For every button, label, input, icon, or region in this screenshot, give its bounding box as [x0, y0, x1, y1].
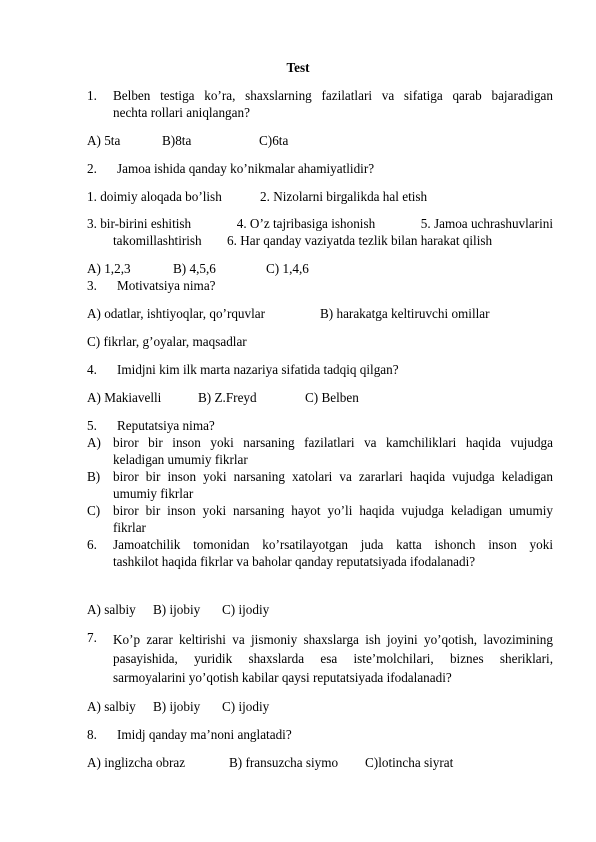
question-number: 6. [87, 537, 97, 552]
answer-option-b: B) harakatga keltiruvchi omillar [320, 306, 490, 321]
answer-option-c: C)lotincha siyrat [365, 755, 454, 770]
question-2 [87, 161, 553, 178]
question-number: 4. [87, 362, 97, 377]
question-number: 2. [87, 161, 97, 176]
answer-options-3 [87, 306, 553, 323]
question-2-items [87, 216, 553, 249]
answer-option-b: B) ijobiy [153, 699, 201, 714]
option-text-line: biror bir inson yoki narsaning fazilatlari va kamchiliklari haqida vujudga [113, 435, 553, 450]
list-item: 5. Jamoa uchrashuvlarini [420, 216, 553, 231]
answer-option-a: A) salbiy [87, 699, 136, 714]
answer-option-b: B) Z.Freyd [198, 390, 257, 405]
answer-option-b [87, 469, 553, 502]
question-text: Motivatsiya nima? [117, 278, 216, 293]
list-item: takomillashtirish [113, 232, 202, 248]
option-text-line: biror bir inson yoki narsaning hayot yo’li haqida vujudga keladigan umumiy [113, 503, 553, 518]
list-item: 3. bir-birini eshitish [87, 216, 192, 231]
question-text-line: nechta rollari aniqlangan? [113, 104, 250, 120]
option-label: C) [87, 503, 101, 518]
answer-options-2 [87, 261, 553, 278]
answer-option-b: B)8ta [162, 133, 192, 148]
answer-option-a: A) inglizcha obraz [87, 755, 186, 770]
question-text-line: Ko’p zarar keltirishi va jismoniy shaxslarga ish joyini yo’qotish, lavozimining [113, 632, 553, 647]
question-2-items [87, 189, 553, 206]
answer-option-a: A) Makiavelli [87, 390, 162, 405]
question-number: 1. [87, 88, 97, 103]
answer-option-c: C)6ta [259, 133, 289, 148]
question-text-line: tashkilot haqida fikrlar va baholar qanday reputatsiyada ifodalanadi? [113, 553, 476, 569]
answer-option-a: A) odatlar, ishtiyoqlar, qo’rquvlar [87, 306, 266, 321]
question-7 [87, 630, 553, 687]
answer-option-b: B) 4,5,6 [173, 261, 216, 276]
question-1 [87, 88, 553, 121]
question-text-line: Jamoatchilik tomonidan ko’rsatilayotgan juda katta ishonch inson yoki [113, 537, 553, 552]
question-text: Imidj qanday ma’noni anglatadi? [117, 727, 292, 742]
list-item: 4. O’z tajribasiga ishonish [236, 216, 376, 231]
answer-options-6 [87, 602, 553, 619]
page-title: Test [286, 60, 310, 75]
question-number: 8. [87, 727, 97, 742]
option-label: B) [87, 469, 101, 484]
question-number: 3. [87, 278, 97, 293]
answer-option-a: A) 1,2,3 [87, 261, 131, 276]
answer-options-3-continued [87, 334, 553, 351]
question-text-line: sarmoyalarini yo’qotish kabilar qaysi reputatsiyada ifodalanadi? [113, 670, 452, 685]
list-item: 6. Har qanday vaziyatda tezlik bilan harakat qilish [227, 232, 493, 248]
question-number: 7. [87, 630, 97, 645]
answer-options-4 [87, 390, 553, 407]
answer-options-1 [87, 133, 553, 150]
answer-option-a: A) salbiy [87, 602, 136, 617]
answer-option-a [87, 435, 553, 468]
question-text: Reputatsiya nima? [117, 418, 215, 433]
answer-option-c: C) ijodiy [222, 602, 270, 617]
question-text-line: Belben testiga ko’ra, shaxslarning fazilatlari va sifatiga qarab bajaradigan [113, 88, 553, 103]
question-text: Jamoa ishida qanday ko’nikmalar ahamiyatlidir? [117, 161, 375, 176]
answer-option-b: B) fransuzcha siymo [229, 755, 339, 770]
option-text-line: umumiy fikrlar [113, 485, 194, 501]
answer-option-c: C) 1,4,6 [266, 261, 309, 276]
answer-option-c: C) Belben [305, 390, 359, 405]
answer-option-b: B) ijobiy [153, 602, 201, 617]
list-item: 2. Nizolarni birgalikda hal etish [260, 189, 428, 204]
question-6 [87, 537, 553, 570]
question-text-line: pasayishida, yuridik shaxslarda esa iste’molchilari, biznes sheriklari, [113, 651, 553, 666]
option-label: A) [87, 435, 101, 450]
answer-option-c: C) fikrlar, g’oyalar, maqsadlar [87, 334, 247, 349]
answer-options-7 [87, 699, 553, 716]
option-text-line: fikrlar [113, 519, 146, 535]
option-text-line: biror bir inson yoki narsaning xatolari va zararlari haqida vujudga keladigan [113, 469, 553, 484]
question-5 [87, 418, 553, 435]
question-text: Imidjni kim ilk marta nazariya sifatida tadqiq qilgan? [117, 362, 399, 377]
list-item: 1. doimiy aloqada bo’lish [87, 189, 222, 204]
answer-option-c [87, 503, 553, 536]
question-8 [87, 727, 553, 744]
option-text-line: keladigan umumiy fikrlar [113, 451, 248, 467]
answer-option-c: C) ijodiy [222, 699, 270, 714]
question-4 [87, 362, 553, 379]
answer-options-8 [87, 755, 553, 772]
question-number: 5. [87, 418, 97, 433]
answer-option-a: A) 5ta [87, 133, 121, 148]
question-3 [87, 278, 553, 295]
